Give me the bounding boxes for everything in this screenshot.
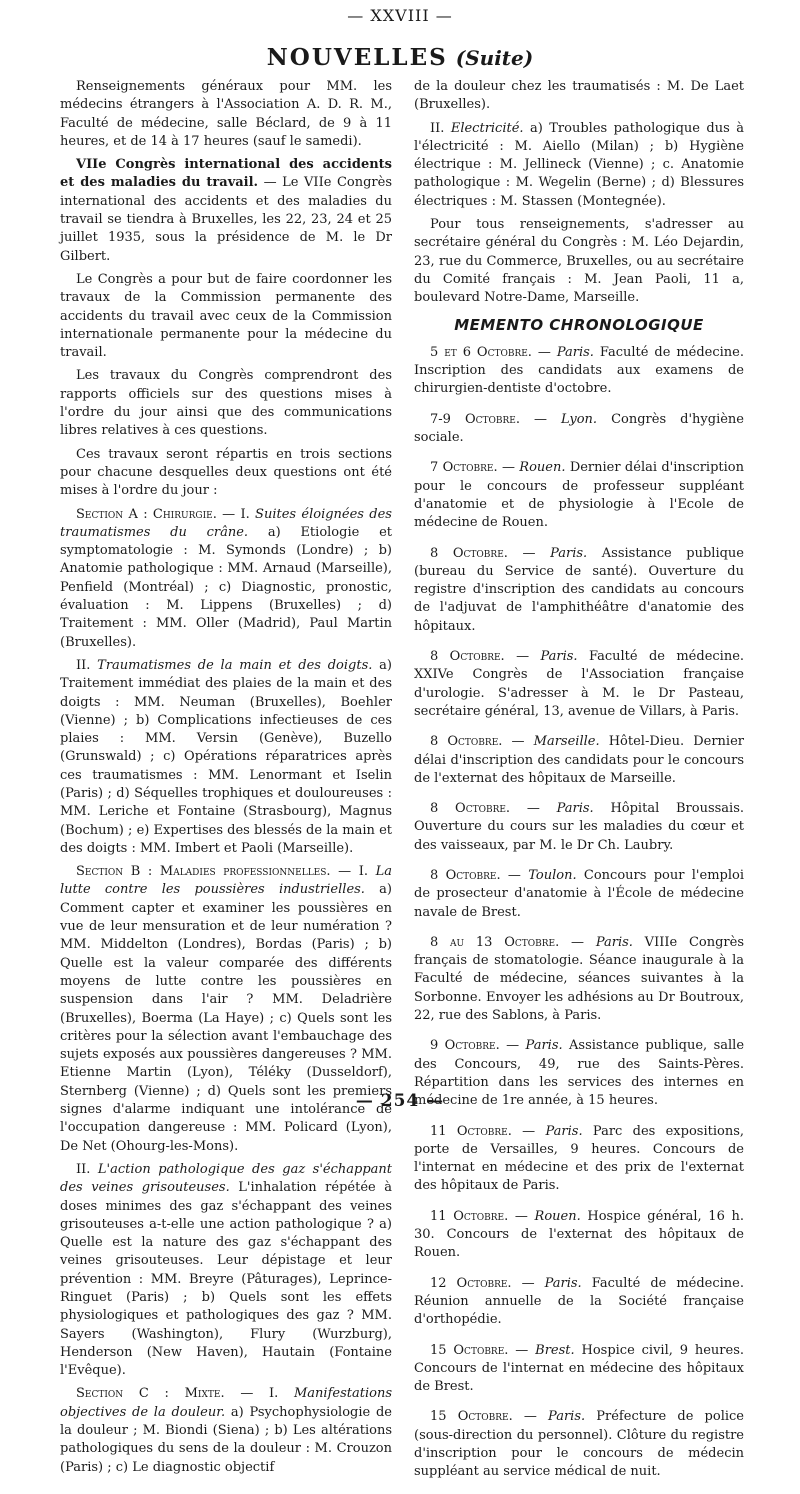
section-c-2 [414,120,744,211]
entry-date: 8 Octobre. [430,545,508,561]
memento-entry: 15 Octobre. — Paris. Préfecture de police (sous-direction du personnel). Clôture du registre d'inscription pour le concours de médecin suppléant au service médical de nuit. [414,1409,744,1480]
memento-entry: 11 Octobre. — Paris. Parc des expositions, porte de Versailles, 9 heures. Concours de l'internat en médecine et des prix de l'externat des hôpitaux de Paris. [414,1123,744,1194]
entry-text: Dernier délai d'inscription pour le concours de professeur suppléant d'anatomie et de physiologie à l'Ecole de médecine de Rouen. [414,460,744,531]
entry-text: Préfecture de police (sous-direction du personnel). Clôture du registre d'inscription pour le concours de médecin suppléant au service médical de nuit. [414,1409,744,1480]
paragraph-sections: Ces travaux seront répartis en trois sections pour chacune desquelles deux questions ont été mises à l'ordre du jour : [60,446,392,499]
page-number-roman: — XXVIII — [347,6,453,25]
memento-entry: 5 et 6 Octobre. — Paris. Faculté de médecine. Inscription des candidats aux examens de chirurgien-dentiste d'octobre. [414,344,745,397]
entry-date: 7-9 Octobre. [430,411,520,427]
section-b-2-title: L'action pathologique des gaz s'échappant des veines grisouteuses. [60,1161,392,1196]
entry-place: Brest. [535,1342,575,1358]
section-c-dash: — I. [224,1386,294,1402]
entry-place: Lyon. [560,411,598,427]
entry-place: Paris. [550,545,588,561]
entry-place: Paris. [556,801,594,817]
section-b-2-text: L'inhalation répétée à doses minimes des gaz s'échappant des veines grisouteuses a-t-elle une action pathologique ? a) Quelle est la nature des gaz s'échappant des veines grisouteuses. Leur dépistage et leur prévention : MM. Breyre (Pâturages), Leprince-Ringuet (Paris) ; b) Quels sont les effets physiologiques et pathologiques des gaz ? MM. Sayers (Washington), Flury (Wurzburg), Henderson (New Haven), Hautain (Fontaine l'Evêque). [60,1180,392,1379]
section-a [60,506,392,652]
paragraph-congress [60,156,392,266]
memento-entry: 8 au 13 Octobre. — Paris. VIIIe Congrès français de stomatologie. Séance inaugurale à la Faculté de médecine, séances suivantes à la Sorbonne. Envoyer les adhésions au Dr Boutroux, 22, rue des Sablons, à Paris. [414,934,744,1024]
entry-date: 9 Octobre. [430,1038,500,1054]
section-c-2-num: II. [430,120,451,136]
section-b [60,863,392,1156]
section-a-2-num: II. [76,657,98,673]
entry-place: Paris. [548,1409,586,1425]
section-c-label: Section C : Mixte. [76,1386,225,1402]
memento-list [414,344,744,1482]
entry-text: Hôpital Broussais. Ouverture du cours sur les maladies du cœur et des vaisseaux, par M. le Dr Ch. Laubry. [414,801,745,853]
congress-heading: VIIe Congrès international des accidents et des maladies du travail. [60,157,392,191]
entry-date: 8 Octobre. [430,649,505,665]
section-b-text: a) Comment capter et examiner les poussières en vue de leur mensuration et de leur numération ? MM. Middelton (Londres), Bordas (Paris) ; b) Quelle est la valeur comparée des différents moyens de lutte contre les poussières en suspension dans l'air ? MM. Deladrière (Bruxelles), Boerma (La Haye) ; c) Quels sont les critères pour la sélection avant l'embauchage des sujets exposés aux poussières dangereuses ? MM. Etienne Martin (Lyon), Téléky (Dusseldorf), Sternberg (Vienne) ; d) Quels sont les premiers signes d'alarme indiquant une intolérance de l'occupation dangereuse : MM. Policard (Lyon), De Net (Ohourg-les-Mons). [60,882,392,1154]
section-b-2-num: II. [76,1161,98,1177]
entry-date: 8 Octobre. [430,734,503,750]
section-b-title: La lutte contre les poussières industrielles. [60,864,393,898]
entry-text: Faculté de médecine. Réunion annuelle de la Société française d'orthopédie. [414,1275,745,1328]
paragraph-renseignements: Renseignements généraux pour MM. les médecins étrangers à l'Association A. D. R. M., Faculté de médecine, salle Béclard, de 9 à 11 heures, et de 14 à 17 heures (sauf le samedi). [60,79,392,149]
entry-place: Toulon. [528,867,577,883]
entry-place: Paris. [544,1275,582,1291]
entry-place: Paris. [545,1123,583,1139]
memento-entry: 8 Octobre. — Paris. Assistance publique (bureau du Service de santé). Ouverture du registre d'inscription des candidats au concours de l'adjuvat de l'amphithéâtre d'anatomie des hôpitaux. [414,545,744,634]
entry-date: 11 Octobre. [430,1123,512,1139]
section-b-2 [60,1161,392,1381]
section-a-title: Suites éloignées des traumatismes du crâne. [60,506,392,540]
page-number-footer: — 254 — [355,1091,445,1111]
left-column [60,78,392,1482]
entry-place: Paris. [540,649,578,665]
title-nouvelles: NOUVELLES [266,44,448,71]
memento-heading: MEMENTO CHRONOLOGIQUE [454,315,704,334]
paragraph-continuation: de la douleur chez les traumatisés : M. De Laet (Bruxelles). [414,79,744,113]
entry-place: Paris. [556,344,594,360]
entry-text: Hospice civil, 9 heures. Concours de l'internat en médecine des hôpitaux de Brest. [414,1342,744,1395]
entry-text: Concours pour l'emploi de prosecteur d'anatomie à l'École de médecine navale de Brest. [414,867,744,920]
memento-entry: 8 Octobre. — Marseille. Hôtel-Dieu. Dernier délai d'inscription des candidats pour le concours de l'externat des hôpitaux de Marseille. [414,734,744,786]
section-c-title: Manifestations objectives de la douleur. [60,1386,392,1420]
memento-entry: 9 Octobre. — Paris. Assistance publique, salle des Concours, 49, rue des Saints-Pères. Répartition dans les services des internes en médecine de 1re année, à 15 heures. [414,1038,745,1109]
entry-text: Hospice général, 16 h. 30. Concours de l'externat des hôpitaux de Rouen. [414,1208,744,1261]
entry-place: Paris. [525,1038,563,1054]
congress-text: — Le VIIe Congrès international des accidents et des maladies du travail se tiendra à Bruxelles, les 22, 23, 24 et 25 juillet 1935, sous la présidence de M. le Dr Gilbert. [60,175,392,264]
entry-date: 8 Octobre. [430,801,511,817]
paragraph-travaux: Les travaux du Congrès comprendront des rapports officiels sur des questions mises à l'ordre du jour ainsi que des communications libres relatives à ces questions. [60,368,392,439]
section-c-2-title: Electricité. [450,120,524,136]
right-column [414,78,744,1494]
paragraph-contact: Pour tous renseignements, s'adresser au secrétaire général du Congrès : M. Léo Dejardin, 23, rue du Commerce, Bruxelles, ou au secrétaire du Comité français : M. Jean Paoli, 11 a, boulevard Notre-Dame, Marseille. [414,217,744,306]
section-a-2-text: a) Traitement immédiat des plaies de la main et des doigts : MM. Neuman (Bruxelles), Boehler (Vienne) ; b) Complications infectieuses de ces plaies : MM. Versin (Genève), Buzello (Grunswald) ; c) Opérations réparatrices après ces traumatismes : MM. Lenormant et Iselin (Paris) ; d) Séquelles trophiques et douloureuses : MM. Leriche et Fontaine (Strasbourg), Magnus (Bochum) ; e) Expertises des blessés de la main et des doigts : MM. Imbert et Paoli (Marseille). [60,657,392,856]
entry-text: Congrès d'hygiène sociale. [414,411,744,446]
section-a-2-title: Traumatismes de la main et des doigts. [97,657,373,673]
section-a-label: Section A : Chirurgie. [76,506,217,522]
entry-date: 11 Octobre. [430,1208,509,1224]
entry-place: Marseille. [533,734,600,750]
entry-date: 12 Octobre. [430,1275,512,1291]
memento-entry: 8 Octobre. — Toulon. Concours pour l'emploi de prosecteur d'anatomie à l'École de médecine navale de Brest. [414,867,744,920]
memento-entry: 8 Octobre. — Paris. Hôpital Broussais. Ouverture du cours sur les maladies du cœur et des vaisseaux, par M. le Dr Ch. Laubry. [414,801,745,853]
section-c-text: a) Psychophysiologie de la douleur ; M. Biondi (Siena) ; b) Les altérations pathologiques du sens de la douleur : M. Crouzon (Paris) ; c) Le diagnostic objectif [60,1404,392,1475]
memento-entry: 8 Octobre. — Paris. Faculté de médecine. XXIVe Congrès de l'Association française d'urologie. S'adresser à M. le Dr Pasteau, secrétaire général, 13, avenue de Villars, à Paris. [414,649,745,719]
entry-place: Rouen. [519,460,566,476]
entry-place: Rouen. [534,1208,581,1224]
entry-date: 15 Octobre. [430,1342,509,1358]
section-c-2-text: a) Troubles pathologique dus à l'électricité : M. Aiello (Milan) ; b) Hygiène électrique : M. Jellineck (Vienne) ; c. Anatomie pathologique : M. Wegelin (Berne) ; d) Blessures électriques : M. Stassen (Montegnée). [414,120,744,209]
memento-entry: 11 Octobre. — Rouen. Hospice général, 16 h. 30. Concours de l'externat des hôpitaux de Rouen. [414,1208,744,1261]
entry-text: Parc des expositions, porte de Versailles, 9 heures. Concours de l'internat en médecine et des prix de l'externat des hôpitaux de Paris. [414,1123,744,1194]
entry-date: 5 et 6 Octobre. [430,344,532,360]
memento-entry: 12 Octobre. — Paris. Faculté de médecine. Réunion annuelle de la Société française d'orthopédie. [414,1275,745,1328]
section-a-dash: — I. [216,506,256,522]
page-title [0,44,800,71]
memento-entry: 7 Octobre. — Rouen. Dernier délai d'inscription pour le concours de professeur suppléant d'anatomie et de physiologie à l'Ecole de médecine de Rouen. [414,460,744,531]
entry-text: Hôtel-Dieu. Dernier délai d'inscription des candidats pour le concours de l'externat des hôpitaux de Marseille. [414,734,744,786]
entry-text: Faculté de médecine. XXIVe Congrès de l'Association française d'urologie. S'adresser à M. le Dr Pasteau, secrétaire général, 13, avenue de Villars, à Paris. [414,649,745,719]
entry-date: 15 Octobre. [430,1409,513,1425]
memento-entry: 7-9 Octobre. — Lyon. Congrès d'hygiène sociale. [414,411,744,446]
section-a-2 [60,657,392,858]
section-c [60,1385,392,1476]
entry-text: Assistance publique (bureau du Service de santé). Ouverture du registre d'inscription des candidats au concours de l'adjuvat de l'amphithéâtre d'anatomie des hôpitaux. [414,545,744,634]
section-a-text: a) Etiologie et symptomatologie : M. Symonds (Londre) ; b) Anatomie pathologique : MM. Arnaud (Marseille), Penfield (Montréal) ; c) Diagnostic, pronostic, évaluation : M. Lippens (Bruxelles) ; d) Traitement : MM. Oller (Madrid), Paul Martin (Bruxelles). [60,524,392,650]
entry-date: 7 Octobre. [430,460,498,476]
entry-text: VIIIe Congrès français de stomatologie. Séance inaugurale à la Faculté de médecine, séances suivantes à la Sorbonne. Envoyer les adhésions au Dr Boutroux, 22, rue des Sablons, à Paris. [414,934,744,1024]
entry-text: Faculté de médecine. Inscription des candidats aux examens de chirurgien-dentiste d'octobre. [414,344,745,397]
entry-date: 8 Octobre. [430,867,501,883]
entry-text: Assistance publique, salle des Concours, 49, rue des Saints-Pères. Répartition dans les services des internes en médecine de 1re année, à 15 heures. [414,1038,745,1109]
title-suite: (Suite) [455,46,534,70]
entry-place: Paris. [595,934,633,950]
memento-entry: 15 Octobre. — Brest. Hospice civil, 9 heures. Concours de l'internat en médecine des hôpitaux de Brest. [414,1342,744,1395]
section-b-dash: — I. [330,864,376,880]
section-b-label: Section B : Maladies professionnelles. [76,864,331,880]
paragraph-but: Le Congrès a pour but de faire coordonner les travaux de la Commission permanente des accidents du travail avec ceux de la Commission internationale permanente pour la médecine du travail. [60,271,392,361]
entry-date: 8 au 13 Octobre. [430,934,560,950]
